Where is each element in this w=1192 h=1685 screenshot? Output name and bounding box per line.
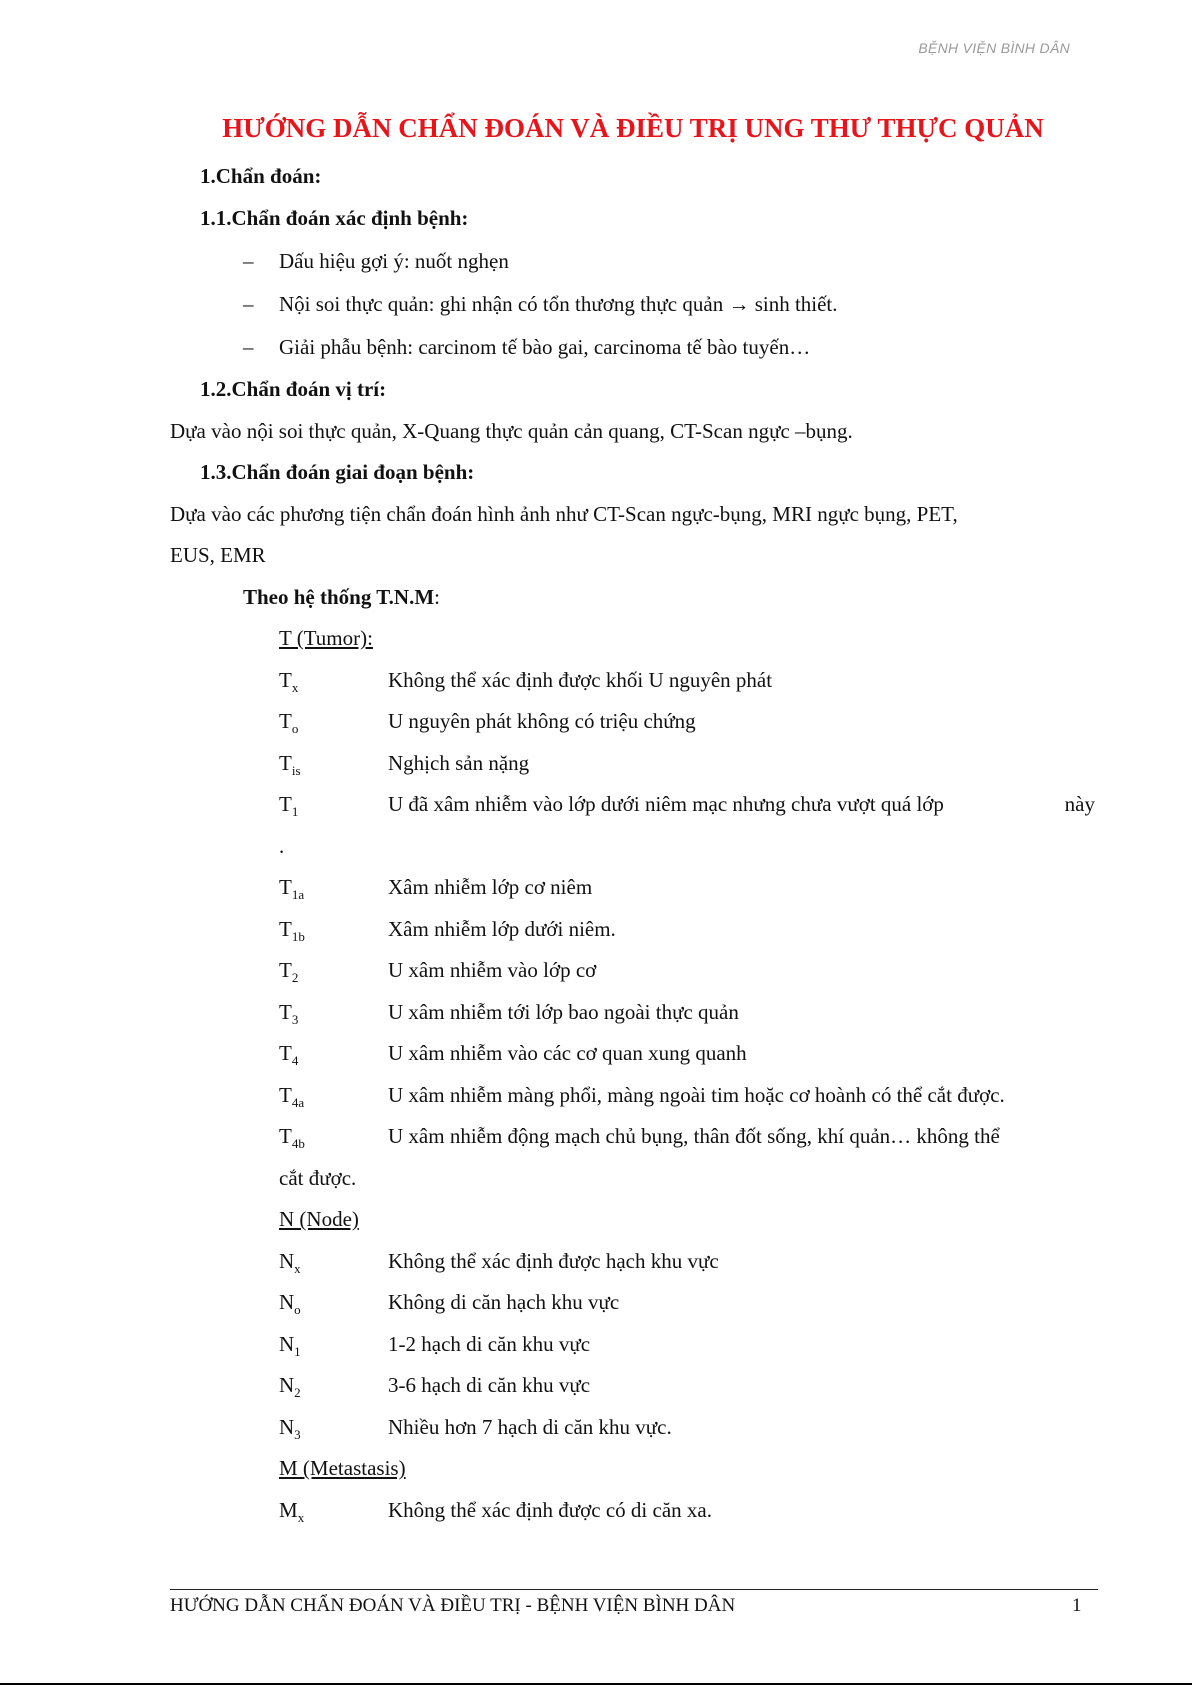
tnm-row-tx bbox=[279, 667, 773, 695]
tnm-description: U xâm nhiễm vào các cơ quan xung quanh bbox=[388, 1041, 747, 1065]
tnm-description: Không thể xác định được hạch khu vực bbox=[388, 1249, 719, 1273]
tnm-description: 3-6 hạch di căn khu vực bbox=[388, 1373, 591, 1397]
tnm-description: Không thể xác định được có di căn xa. bbox=[388, 1498, 712, 1522]
tnm-description: Không thể xác định được khối U nguyên phát bbox=[388, 668, 773, 692]
tnm-row-n1 bbox=[279, 1331, 591, 1359]
tnm-code: $T_{is}$ bbox=[279, 751, 301, 778]
tnm-description: U xâm nhiễm tới lớp bao ngoài thực quản bbox=[388, 1000, 739, 1024]
header-note: BỆNH VIỆN BÌNH DÂN bbox=[918, 40, 1070, 56]
page-number: 1 bbox=[1072, 1595, 1082, 1616]
tnm-description: Xâm nhiễm lớp dưới niêm. bbox=[388, 917, 616, 941]
paragraph-1-2: Dựa vào nội soi thực quản, X-Quang thực quản cản quang, CT-Scan ngực –bụng. bbox=[170, 419, 853, 443]
page-title: HƯỚNG DẪN CHẨN ĐOÁN VÀ ĐIỀU TRỊ UNG THƯ THỰC QUẢN bbox=[222, 113, 1044, 143]
bullet-text: Giải phẫu bệnh: carcinom tế bào gai, carcinoma tế bào tuyến… bbox=[279, 335, 811, 359]
tnm-description: U đã xâm nhiễm vào lớp dưới niêm mạc nhưng chưa vượt quá lớp bbox=[388, 792, 944, 816]
tnm-row-t4a bbox=[279, 1082, 1005, 1110]
tnm-code: $T_x$ bbox=[279, 668, 299, 695]
tnm-code: $N_1$ bbox=[279, 1332, 301, 1359]
tnm-description: Không di căn hạch khu vực bbox=[388, 1290, 620, 1314]
tnm-row-t3 bbox=[279, 999, 739, 1027]
tnm-code: $T_2$ bbox=[279, 958, 299, 985]
tnm-code: $M_x$ bbox=[279, 1498, 305, 1525]
section-heading-1-1: 1.1.Chẩn đoán xác định bệnh: bbox=[200, 206, 469, 230]
tnm-code: $N_x$ bbox=[279, 1249, 301, 1276]
footer-divider bbox=[170, 1589, 1098, 1590]
tnm-description-end: này bbox=[1064, 792, 1095, 816]
dash-marker: – bbox=[243, 335, 254, 359]
tnm-description: 1-2 hạch di căn khu vực bbox=[388, 1332, 591, 1356]
tnm-code: $N_3$ bbox=[279, 1415, 301, 1442]
tnm-code: $T_{1b}$ bbox=[279, 917, 305, 944]
tnm-description: Nhiều hơn 7 hạch di căn khu vực. bbox=[388, 1415, 672, 1439]
tnm-row-to bbox=[279, 708, 696, 736]
tnm-code: $T_4$ bbox=[279, 1041, 299, 1068]
tnm-row-t1 bbox=[279, 791, 1095, 817]
tnm-row-t4b bbox=[279, 1123, 1000, 1151]
tnm-row-no bbox=[279, 1289, 620, 1317]
tnm-row-nx bbox=[279, 1248, 719, 1276]
tnm-code: $T_{4a}$ bbox=[279, 1083, 305, 1110]
bullet-item bbox=[243, 248, 509, 274]
tnm-heading-colon: : bbox=[434, 585, 441, 609]
tnm-code: $T_1$ bbox=[279, 792, 299, 819]
tnm-code: $T_{4b}$ bbox=[279, 1124, 305, 1151]
tnm-row-t4 bbox=[279, 1040, 747, 1068]
tnm-row-t1a bbox=[279, 874, 593, 902]
dash-marker: – bbox=[243, 249, 254, 273]
tnm-description: U xâm nhiễm vào lớp cơ bbox=[388, 958, 597, 982]
bullet-item bbox=[243, 291, 838, 317]
tnm-row-mx bbox=[279, 1497, 712, 1525]
tnm-row-tis bbox=[279, 750, 530, 778]
t-tumor-header: T (Tumor): bbox=[279, 626, 373, 650]
tnm-description: U xâm nhiễm động mạch chủ bụng, thân đốt sống, khí quản… không thể bbox=[388, 1124, 1000, 1148]
section-heading-1: 1.Chẩn đoán: bbox=[200, 164, 322, 188]
tnm-description: U xâm nhiễm màng phổi, màng ngoài tim hoặc cơ hoành có thể cắt được. bbox=[388, 1083, 1005, 1107]
bullet-text: Dấu hiệu gợi ý: nuốt nghẹn bbox=[279, 249, 509, 273]
bullet-item bbox=[243, 334, 811, 360]
footer-text: HƯỚNG DẪN CHẨN ĐOÁN VÀ ĐIỀU TRỊ - BỆNH VIỆN BÌNH DÂN bbox=[170, 1595, 736, 1616]
tnm-code: $T_o$ bbox=[279, 709, 299, 736]
tnm-description: U nguyên phát không có triệu chứng bbox=[388, 709, 696, 733]
tnm-heading bbox=[243, 584, 440, 610]
tnm-heading-text: Theo hệ thống T.N.M bbox=[243, 585, 435, 609]
n-node-header: N (Node) bbox=[279, 1207, 359, 1231]
tnm-code: $N_2$ bbox=[279, 1373, 301, 1400]
tnm-description: Nghịch sản nặng bbox=[388, 751, 530, 775]
tnm-code: $N_o$ bbox=[279, 1290, 301, 1317]
tnm-row-n2 bbox=[279, 1372, 591, 1400]
dash-marker: – bbox=[243, 292, 254, 316]
bullet-text: Nội soi thực quản: ghi nhận có tổn thương thực quản → sinh thiết. bbox=[279, 292, 838, 316]
tnm-row-t1b bbox=[279, 916, 616, 944]
paragraph-1-3-text: Dựa vào các phương tiện chẩn đoán hình ảnh như CT-Scan ngực-bụng, MRI ngực bụng, PET, bbox=[170, 502, 958, 526]
section-heading-1-2: 1.2.Chẩn đoán vị trí: bbox=[200, 377, 387, 401]
tnm-row-t4b-continuation: cắt được. bbox=[279, 1166, 357, 1190]
tnm-description: Xâm nhiễm lớp cơ niêm bbox=[388, 875, 593, 899]
section-heading-1-3: 1.3.Chẩn đoán giai đoạn bệnh: bbox=[200, 460, 475, 484]
paragraph-1-3-line-2: EUS, EMR bbox=[170, 543, 266, 567]
tnm-code: $T_3$ bbox=[279, 1000, 299, 1027]
paragraph-1-3-line-1 bbox=[170, 501, 1095, 527]
tnm-row-n3 bbox=[279, 1414, 672, 1442]
m-metastasis-header: M (Metastasis) bbox=[279, 1456, 406, 1480]
tnm-row-t2 bbox=[279, 957, 597, 985]
tnm-code: $T_{1a}$ bbox=[279, 875, 305, 902]
t1-dot: . bbox=[279, 834, 285, 858]
